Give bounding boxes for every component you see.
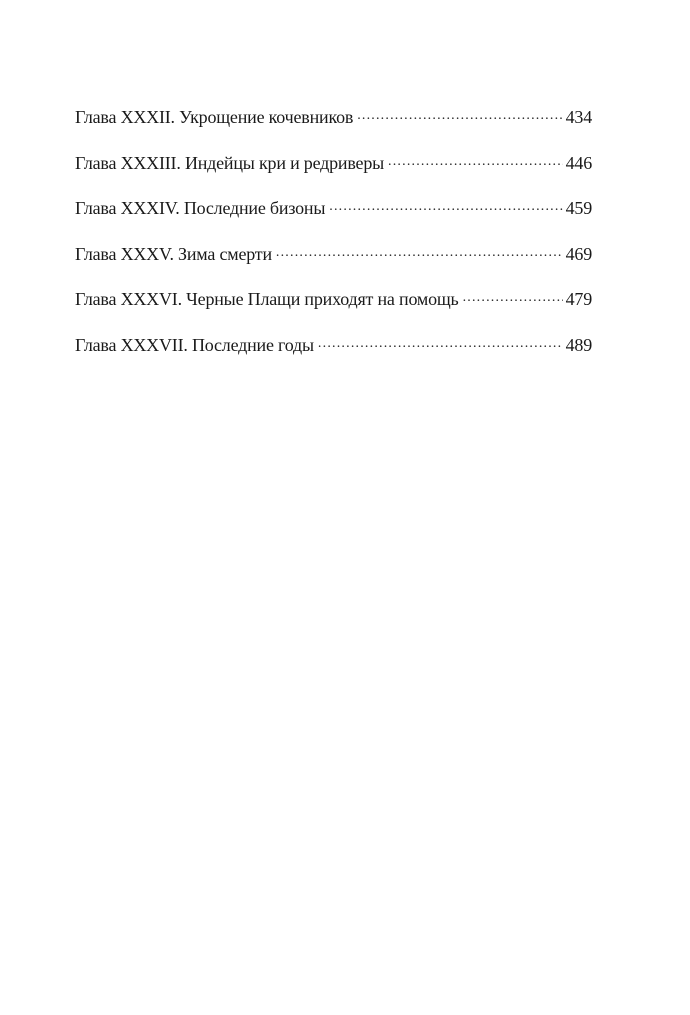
toc-entry — [75, 333, 592, 379]
toc-entry-title: Глава XXXV. Зима смерти — [75, 243, 272, 264]
dot-leader — [463, 287, 563, 305]
dot-leader — [318, 333, 563, 351]
toc-entry-title: Глава XXXIV. Последние бизоны — [75, 198, 326, 219]
toc-entry-title: Глава XXXVII. Последние годы — [75, 334, 314, 355]
toc-entry-page: 446 — [565, 152, 592, 173]
toc-entry-title: Глава XXXIII. Индейцы кри и редриверы — [75, 152, 385, 173]
toc-entry-page: 479 — [565, 289, 592, 310]
toc-entry-page: 489 — [565, 334, 592, 355]
toc-entry — [75, 196, 592, 242]
dot-leader — [329, 196, 562, 214]
toc-entry-title: Глава XXXVI. Черные Плащи приходят на помощь — [75, 289, 459, 310]
dot-leader — [357, 105, 562, 123]
toc-entry — [75, 287, 592, 333]
toc-entry-page: 469 — [565, 243, 592, 264]
toc-entry-page: 459 — [565, 198, 592, 219]
toc-entry — [75, 151, 592, 197]
table-of-contents — [75, 105, 592, 379]
dot-leader — [388, 151, 563, 169]
toc-entry — [75, 242, 592, 288]
toc-entry-title: Глава XXXII. Укрощение кочевников — [75, 107, 354, 127]
dot-leader — [276, 242, 563, 260]
toc-entry-page: 434 — [565, 107, 592, 127]
toc-entry — [75, 105, 592, 151]
